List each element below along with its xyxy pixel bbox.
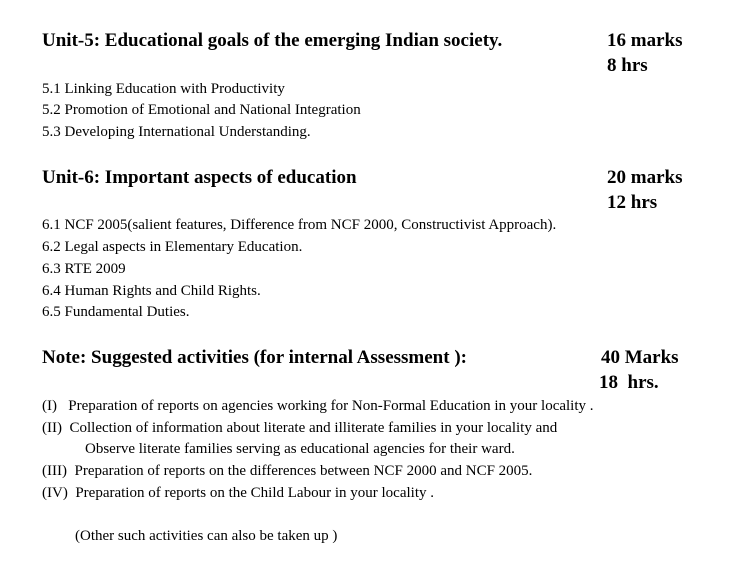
unit6-item-4: 6.4 Human Rights and Child Rights. — [42, 283, 261, 299]
unit6-item-3: 6.3 RTE 2009 — [42, 261, 126, 277]
note-footer: (Other such activities can also be taken up ) — [75, 528, 338, 544]
unit5-title: Unit-5: Educational goals of the emerging Indian society. — [42, 30, 503, 51]
unit6-hours: 12 hrs — [607, 192, 658, 213]
unit5-hours: 8 hrs — [607, 55, 648, 76]
unit5-item-1: 5.1 Linking Education with Productivity — [42, 81, 285, 97]
activity-4: (IV) Preparation of reports on the Child Labour in your locality . — [42, 485, 434, 501]
activity-1: (I) Preparation of reports on agencies working for Non-Formal Education in your locality . — [42, 398, 594, 414]
unit5-item-3: 5.3 Developing International Understanding. — [42, 124, 311, 140]
unit5-item-2: 5.2 Promotion of Emotional and National Integration — [42, 102, 361, 118]
unit6-item-5: 6.5 Fundamental Duties. — [42, 304, 190, 320]
unit6-title: Unit-6: Important aspects of education — [42, 167, 357, 188]
note-hours: 18 hrs. — [599, 372, 659, 393]
unit6-marks: 20 marks — [607, 167, 683, 188]
activity-2: (II) Collection of information about literate and illiterate families in your locality and — [42, 420, 558, 436]
unit6-item-1: 6.1 NCF 2005(salient features, Difference from NCF 2000, Constructivist Approach). — [42, 217, 557, 233]
activity-3: (III) Preparation of reports on the differences between NCF 2000 and NCF 2005. — [42, 463, 533, 479]
note-title: Note: Suggested activities (for internal Assessment ): — [42, 347, 467, 368]
unit6-item-2: 6.2 Legal aspects in Elementary Education. — [42, 239, 303, 255]
activity-2-continued: Observe literate families serving as educational agencies for their ward. — [85, 441, 515, 457]
unit5-marks: 16 marks — [607, 30, 683, 51]
note-marks: 40 Marks — [601, 347, 679, 368]
